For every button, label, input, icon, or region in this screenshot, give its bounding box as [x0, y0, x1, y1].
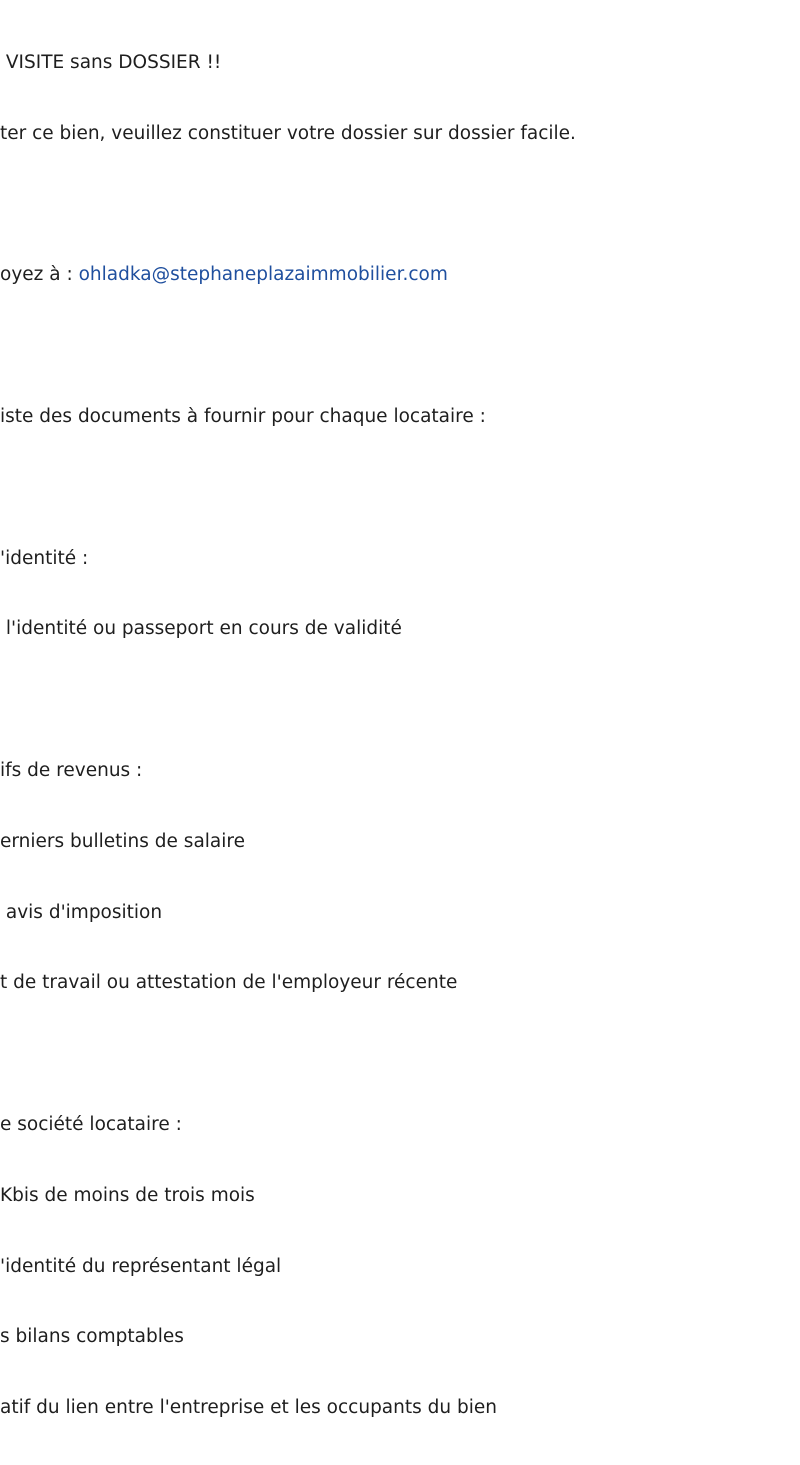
- list-item: 'identité du représentant légal: [0, 1255, 282, 1277]
- email-link[interactable]: ohladka@stephaneplazaimmobilier.com: [78, 264, 448, 286]
- warning-heading: VISITE sans DOSSIER !!: [0, 52, 222, 73]
- send-to-label: oyez à :: [0, 264, 79, 286]
- list-item: avis d'imposition: [0, 901, 163, 923]
- list-item: s bilans comptables: [0, 1326, 184, 1348]
- spacer: [0, 1040, 800, 1069]
- identity-section-title: 'identité :: [0, 547, 89, 569]
- send-to-line: [0, 261, 800, 290]
- list-item: l'identité ou passeport en cours de validité: [0, 618, 402, 640]
- company-section-title: e société locataire :: [0, 1113, 182, 1135]
- list-item: atif du lien entre l'entreprise et les occupants du bien: [0, 1397, 497, 1419]
- spacer: [0, 332, 800, 361]
- message-content: [0, 7, 800, 1465]
- list-item: Kbis de moins de trois mois: [0, 1184, 255, 1206]
- instruction-text: ter ce bien, veuillez constituer votre dossier sur dossier facile.: [0, 122, 576, 144]
- list-item: t de travail ou attestation de l'employeur récente: [0, 972, 458, 994]
- spacer: [0, 191, 800, 220]
- income-section-title: ifs de revenus :: [0, 759, 143, 781]
- documents-list-heading: iste des documents à fournir pour chaque locataire :: [0, 405, 486, 427]
- spacer: [0, 686, 800, 715]
- spacer: [0, 474, 800, 503]
- list-item: erniers bulletins de salaire: [0, 830, 245, 852]
